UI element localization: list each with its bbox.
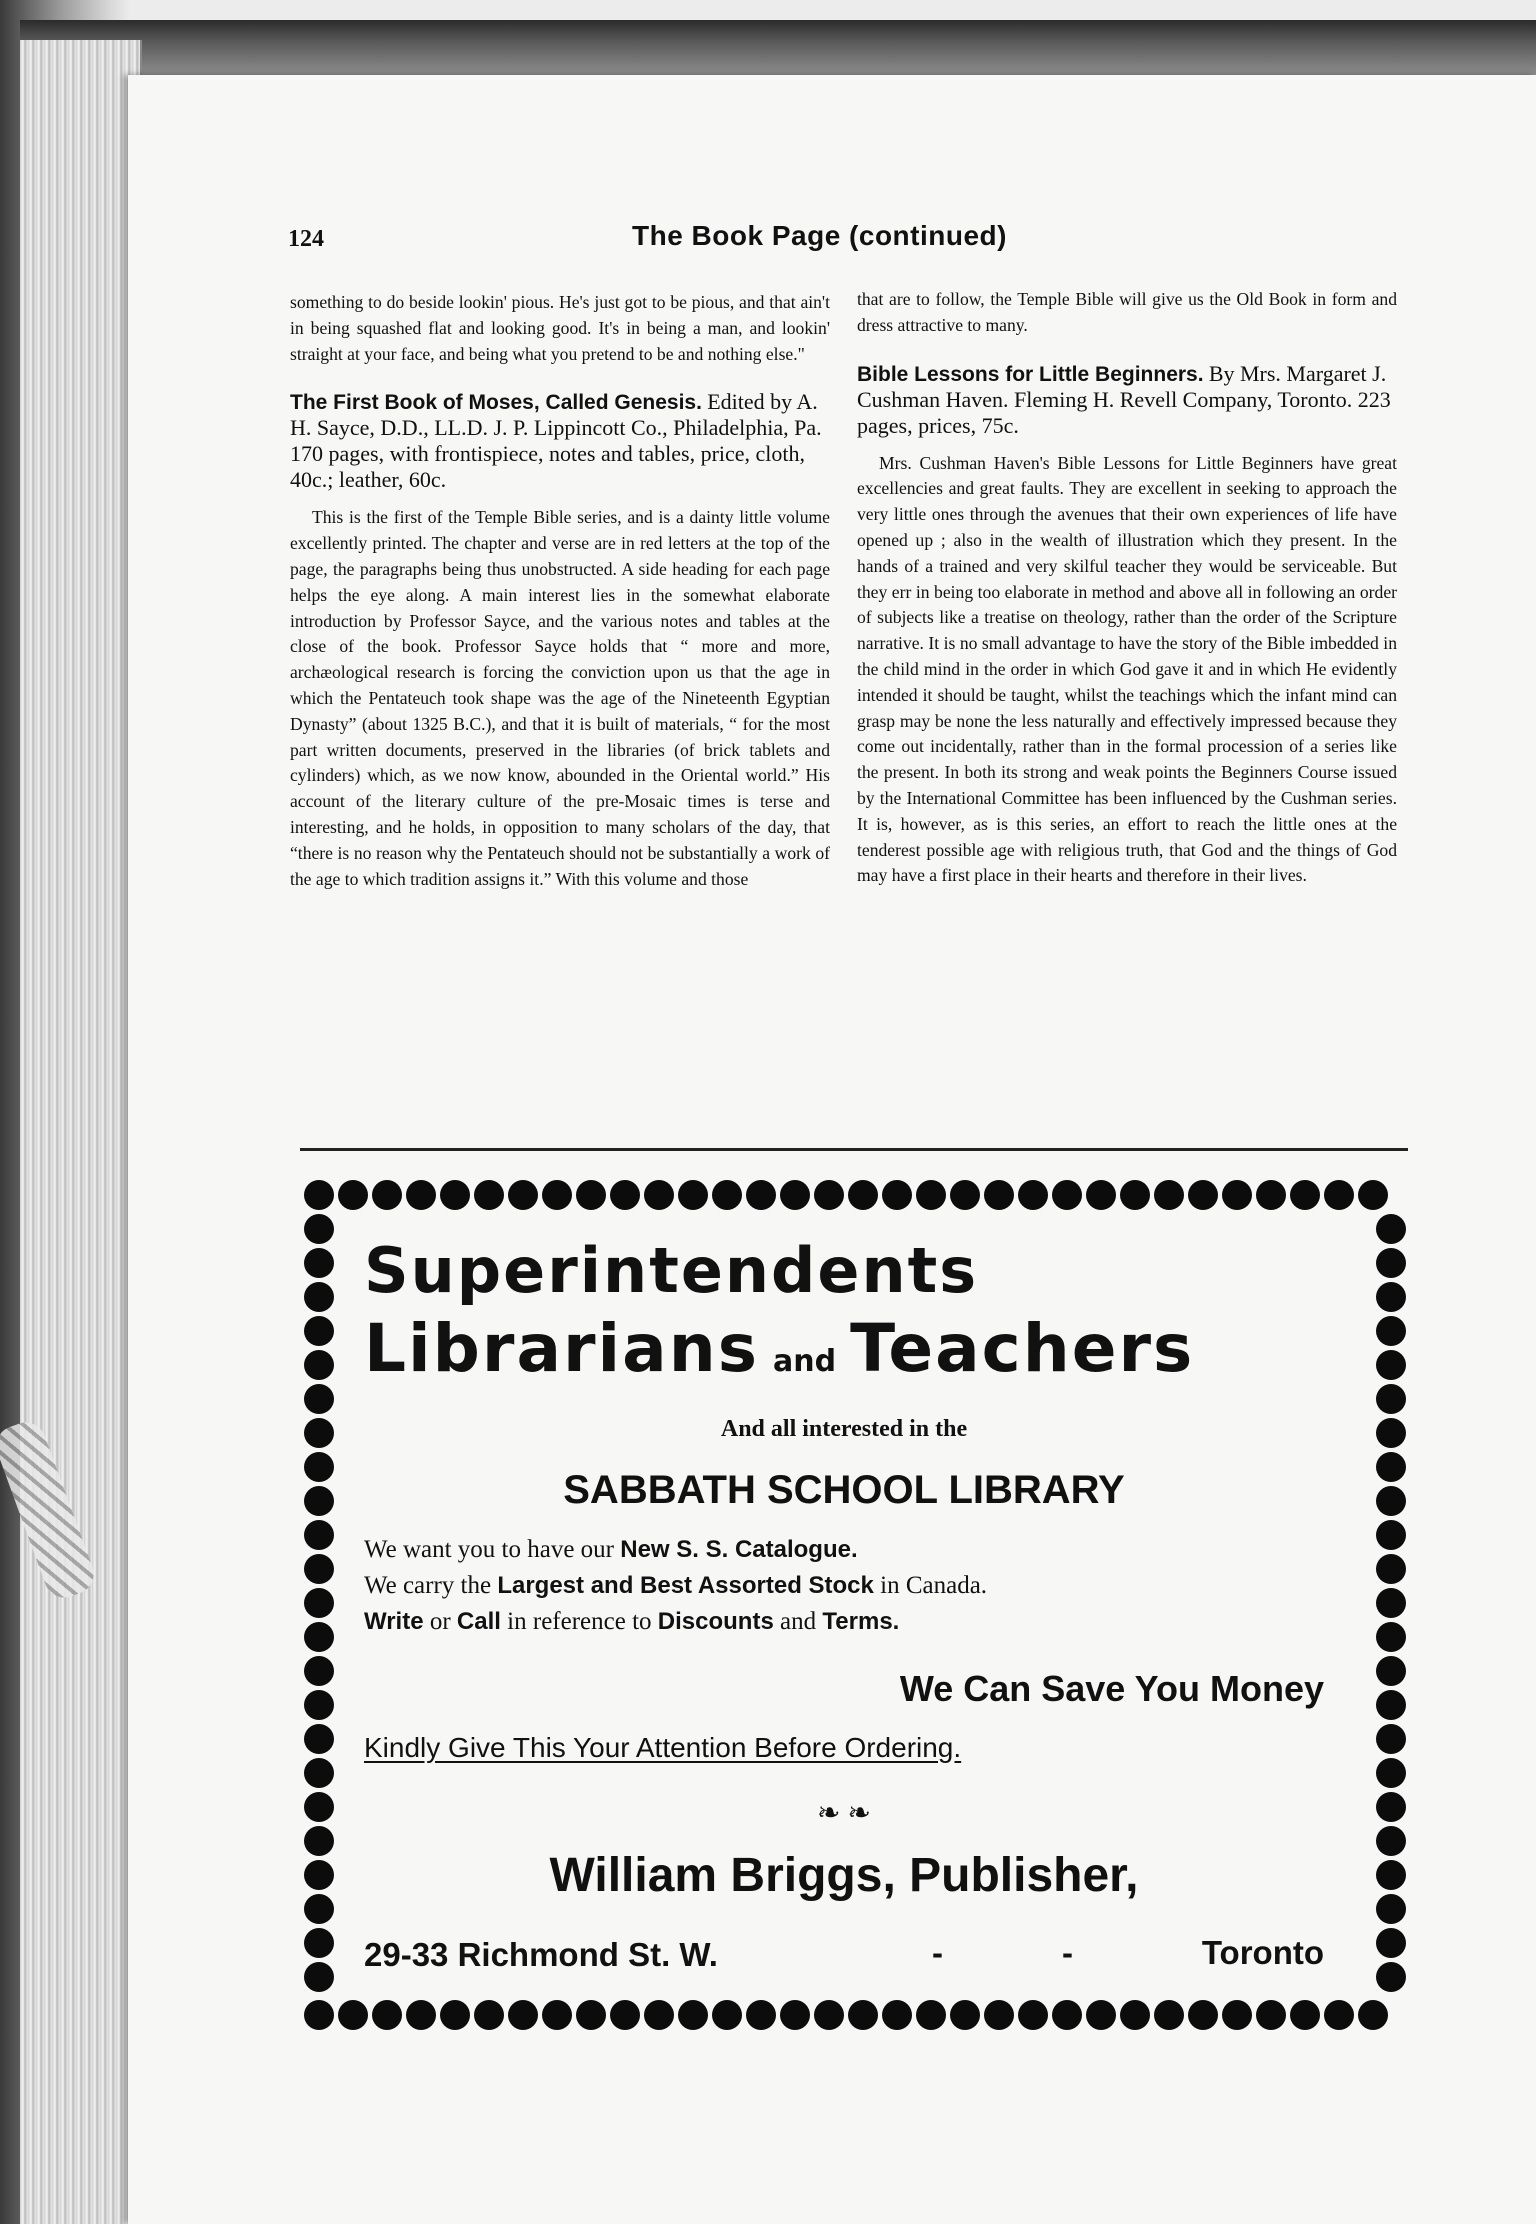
border-dot <box>950 1180 980 1210</box>
ad-kindly-notice: Kindly Give This Your Attention Before Ordering. <box>364 1732 962 1763</box>
border-dot <box>508 2000 538 2030</box>
border-dot <box>610 2000 640 2030</box>
ad-reference-text: in reference to <box>507 1608 652 1635</box>
border-dot <box>1376 1724 1406 1754</box>
border-dot <box>1376 1962 1406 1992</box>
border-dot <box>474 2000 504 2030</box>
border-dot <box>1052 1180 1082 1210</box>
border-dot <box>1086 1180 1116 1210</box>
border-dot <box>644 1180 674 1210</box>
ad-save-money: We Can Save You Money <box>899 1668 1324 1709</box>
ad-separator: - <box>932 1934 943 1971</box>
border-dot <box>440 1180 470 1210</box>
advertisement-content <box>364 1228 1354 1988</box>
border-dot <box>440 2000 470 2030</box>
left-continuation-text: something to do beside lookin' pious. He's just got to be pious, and that ain't in being squashed flat and looking good. It's in being a man, and lookin' straight at your face, and being what you pretend to be and nothing else." <box>290 292 830 364</box>
review-title-genesis: The First Book of Moses, Called Genesis. <box>290 391 702 415</box>
border-dot <box>1222 2000 1252 2030</box>
border-dot <box>1376 1656 1406 1686</box>
border-dot <box>1256 2000 1286 2030</box>
border-dot <box>304 1724 334 1754</box>
border-dot <box>1188 1180 1218 1210</box>
border-dot <box>1376 1248 1406 1278</box>
border-dot <box>304 1418 334 1448</box>
border-dot <box>1376 1214 1406 1244</box>
border-dot <box>1154 1180 1184 1210</box>
border-dot <box>304 1928 334 1958</box>
border-dot <box>304 1350 334 1380</box>
border-dot <box>882 1180 912 1210</box>
book-top-edge <box>20 20 1536 75</box>
border-dot <box>1376 1826 1406 1856</box>
ad-or-text: or <box>429 1608 451 1635</box>
border-dot <box>406 2000 436 2030</box>
border-dot <box>372 1180 402 1210</box>
ad-publisher: William Briggs, Publisher, <box>549 1849 1139 1902</box>
review-heading-genesis <box>290 389 830 493</box>
ad-address: 29-33 Richmond St. W. <box>364 1936 718 1973</box>
review-body-bible-lessons: Mrs. Cushman Haven's Bible Lessons for Little Beginners have great excellencies and great faults. They are excellent in seeking to approach the very little ones through the avenues that their own experiences of life have opened up ; also in the wealth of illustration which they present. In the hands of a trained and very skilful teacher they would be serviceable. But they err in being too elaborate in method and above all in following an order of subjects like a treatise on theology, rather than the order of the Scripture narrative. It is no small advantage to have the story of the Bible imbedded in the child mind in the order in which God gave it and in which He evidently intended it should be taught, whilst the teachings which the infant mind can grasp may be none the less naturally and effectively impressed because they come out incidentally, rather than in the formal procession of a series like the present. In both its strong and weak points the Beginners Course issued by the International Committee has been influenced by the Cushman series. It is, however, as is this series, an effort to reach the little ones at the tenderest possible age with religious truth, that God and the things of God may have a first place in their hearts and therefore in their lives. <box>857 452 1397 886</box>
border-dot <box>1376 1418 1406 1448</box>
border-dot <box>304 1316 334 1346</box>
ad-terms-label: Terms. <box>822 1608 900 1635</box>
border-dot <box>780 1180 810 1210</box>
border-dot <box>1256 1180 1286 1210</box>
border-dot <box>304 1248 334 1278</box>
border-dot <box>304 1656 334 1686</box>
border-dot <box>746 2000 776 2030</box>
border-dot <box>304 1214 334 1244</box>
border-dot <box>304 1384 334 1414</box>
ad-headline-librarians-teachers <box>364 1310 1194 1387</box>
ad-headline-librarians: Librarians <box>364 1310 759 1387</box>
border-dot <box>1358 1180 1388 1210</box>
border-dot <box>1376 1622 1406 1652</box>
border-dot <box>372 2000 402 2030</box>
ad-ornament: ❧ ❧ <box>817 1798 871 1829</box>
border-dot <box>1376 1316 1406 1346</box>
border-dot <box>474 1180 504 1210</box>
border-dot <box>1376 1554 1406 1584</box>
border-dot <box>1290 2000 1320 2030</box>
advertisement-box <box>304 1180 1414 2030</box>
border-dot <box>304 1282 334 1312</box>
border-dot <box>338 1180 368 1210</box>
ad-separator: - <box>1062 1934 1073 1971</box>
border-dot <box>304 1690 334 1720</box>
border-dot <box>1358 2000 1388 2030</box>
section-divider-rule <box>300 1148 1408 1151</box>
review-meta-genesis: Edited by A. H. Sayce, D.D., LL.D. J. P. Lippincott Co., Philadelphia, Pa. 170 pages, with frontispiece, notes and tables, price, cloth, 40c.; leather, 60c. <box>290 389 822 493</box>
page-number: 124 <box>288 226 324 252</box>
ad-call-label: Call <box>456 1608 501 1635</box>
border-dot <box>1376 1588 1406 1618</box>
ad-headline-superintendents: Superintendents <box>364 1234 979 1307</box>
border-dot <box>814 1180 844 1210</box>
border-dot <box>508 1180 538 1210</box>
border-dot <box>814 2000 844 2030</box>
ad-line-discounts <box>364 1608 899 1636</box>
border-dot <box>1154 2000 1184 2030</box>
border-dot <box>304 1792 334 1822</box>
review-body-genesis: This is the first of the Temple Bible series, and is a dainty little volume excellently printed. The chapter and verse are in red letters at the top of the page, the paragraphs being thus unobstructed. A side heading for each page helps the eye along. A main interest lies in the somewhat elaborate introduction by Professor Sayce, and the various notes and tables at the close of the book. Professor Sayce holds that “ more and more, archæological research is forcing the conviction upon us that the age in which the Pentateuch took shape was the age of the Nineteenth Egyptian Dynasty” (about 1325 B.C.), and that it is built of materials, “ for the most part written documents, preserved in the libraries (of brick tablets and cylinders) which, as we now know, abounded in the Oriental world.” His account of the literary culture of the pre-Mosaic times is terse and interesting, and he holds, in opposition to many scholars of the day, that “there is no reason why the Pentateuch should not be substantially a work of the age to which tradition assigns it.” With this volume and those <box>290 507 830 889</box>
border-dot <box>746 1180 776 1210</box>
border-dot <box>406 1180 436 1210</box>
ad-headline-teachers: Teachers <box>850 1310 1195 1387</box>
review-meta-bible-lessons: By Mrs. Margaret J. Cushman Haven. Fleming H. Revell Company, Toronto. 223 pages, prices, 75c. <box>857 360 1391 438</box>
ad-city: Toronto <box>1201 1934 1324 1971</box>
border-dot <box>542 2000 572 2030</box>
border-dot <box>712 1180 742 1210</box>
border-dot <box>984 1180 1014 1210</box>
border-dot <box>304 1554 334 1584</box>
ad-and-text: and <box>780 1608 817 1635</box>
right-column <box>857 287 1397 889</box>
border-dot <box>576 1180 606 1210</box>
border-dot <box>304 1758 334 1788</box>
border-dot <box>610 1180 640 1210</box>
border-dot <box>304 1860 334 1890</box>
border-dot <box>304 2000 334 2030</box>
review-heading-bible-lessons <box>857 361 1397 439</box>
border-dot <box>1376 1452 1406 1482</box>
ad-catalogue-label: New S. S. Catalogue. <box>620 1536 858 1563</box>
border-dot <box>304 1962 334 1992</box>
ad-subhead: And all interested in the <box>720 1416 968 1442</box>
border-dot <box>882 2000 912 2030</box>
border-dot <box>780 2000 810 2030</box>
border-dot <box>712 2000 742 2030</box>
border-dot <box>1324 1180 1354 1210</box>
border-dot <box>304 1588 334 1618</box>
border-dot <box>304 1622 334 1652</box>
border-dot <box>1376 1520 1406 1550</box>
border-dot <box>1120 2000 1150 2030</box>
review-title-bible-lessons: Bible Lessons for Little Beginners. <box>857 362 1204 386</box>
border-dot <box>1324 2000 1354 2030</box>
ad-line-stock <box>364 1572 987 1600</box>
border-dot <box>576 2000 606 2030</box>
border-dot <box>1120 1180 1150 1210</box>
border-dot <box>984 2000 1014 2030</box>
border-dot <box>338 2000 368 2030</box>
border-dot <box>916 1180 946 1210</box>
border-dot <box>1376 1350 1406 1380</box>
border-dot <box>1052 2000 1082 2030</box>
running-head: The Book Page (continued) <box>632 220 1007 251</box>
border-dot <box>678 1180 708 1210</box>
border-dot <box>1376 1928 1406 1958</box>
page-stack-edge <box>20 40 142 2224</box>
border-dot <box>304 1894 334 1924</box>
ad-line-catalogue <box>364 1536 858 1564</box>
border-dot <box>1290 1180 1320 1210</box>
border-dot <box>304 1486 334 1516</box>
border-dot <box>1188 2000 1218 2030</box>
border-dot <box>950 2000 980 2030</box>
left-column <box>290 290 830 892</box>
border-dot <box>1376 1860 1406 1890</box>
border-dot <box>1376 1758 1406 1788</box>
border-dot <box>304 1520 334 1550</box>
border-dot <box>644 2000 674 2030</box>
ad-line-catalogue-lead: We want you to have our <box>364 1536 614 1563</box>
border-dot <box>848 2000 878 2030</box>
ad-sabbath-school-library: SABBATH SCHOOL LIBRARY <box>563 1468 1125 1512</box>
border-dot <box>916 2000 946 2030</box>
border-dot <box>678 2000 708 2030</box>
border-dot <box>1222 1180 1252 1210</box>
border-dot <box>304 1452 334 1482</box>
border-dot <box>848 1180 878 1210</box>
ad-stock-label: Largest and Best Assorted Stock <box>497 1572 874 1599</box>
border-dot <box>1376 1690 1406 1720</box>
border-dot <box>1018 2000 1048 2030</box>
border-dot <box>1086 2000 1116 2030</box>
border-dot <box>1376 1282 1406 1312</box>
ad-headline-and: and <box>773 1344 837 1379</box>
border-dot <box>1376 1486 1406 1516</box>
border-dot <box>1376 1384 1406 1414</box>
ad-write-label: Write <box>364 1608 424 1635</box>
border-dot <box>542 1180 572 1210</box>
right-continuation-text: that are to follow, the Temple Bible will give us the Old Book in form and dress attractive to many. <box>857 289 1397 335</box>
ad-line-stock-lead: We carry the <box>364 1572 492 1599</box>
ad-discounts-label: Discounts <box>657 1608 774 1635</box>
border-dot <box>304 1826 334 1856</box>
border-dot <box>1376 1894 1406 1924</box>
border-dot <box>1376 1792 1406 1822</box>
ad-line-stock-tail: in Canada. <box>880 1572 988 1599</box>
border-dot <box>1018 1180 1048 1210</box>
border-dot <box>304 1180 334 1210</box>
